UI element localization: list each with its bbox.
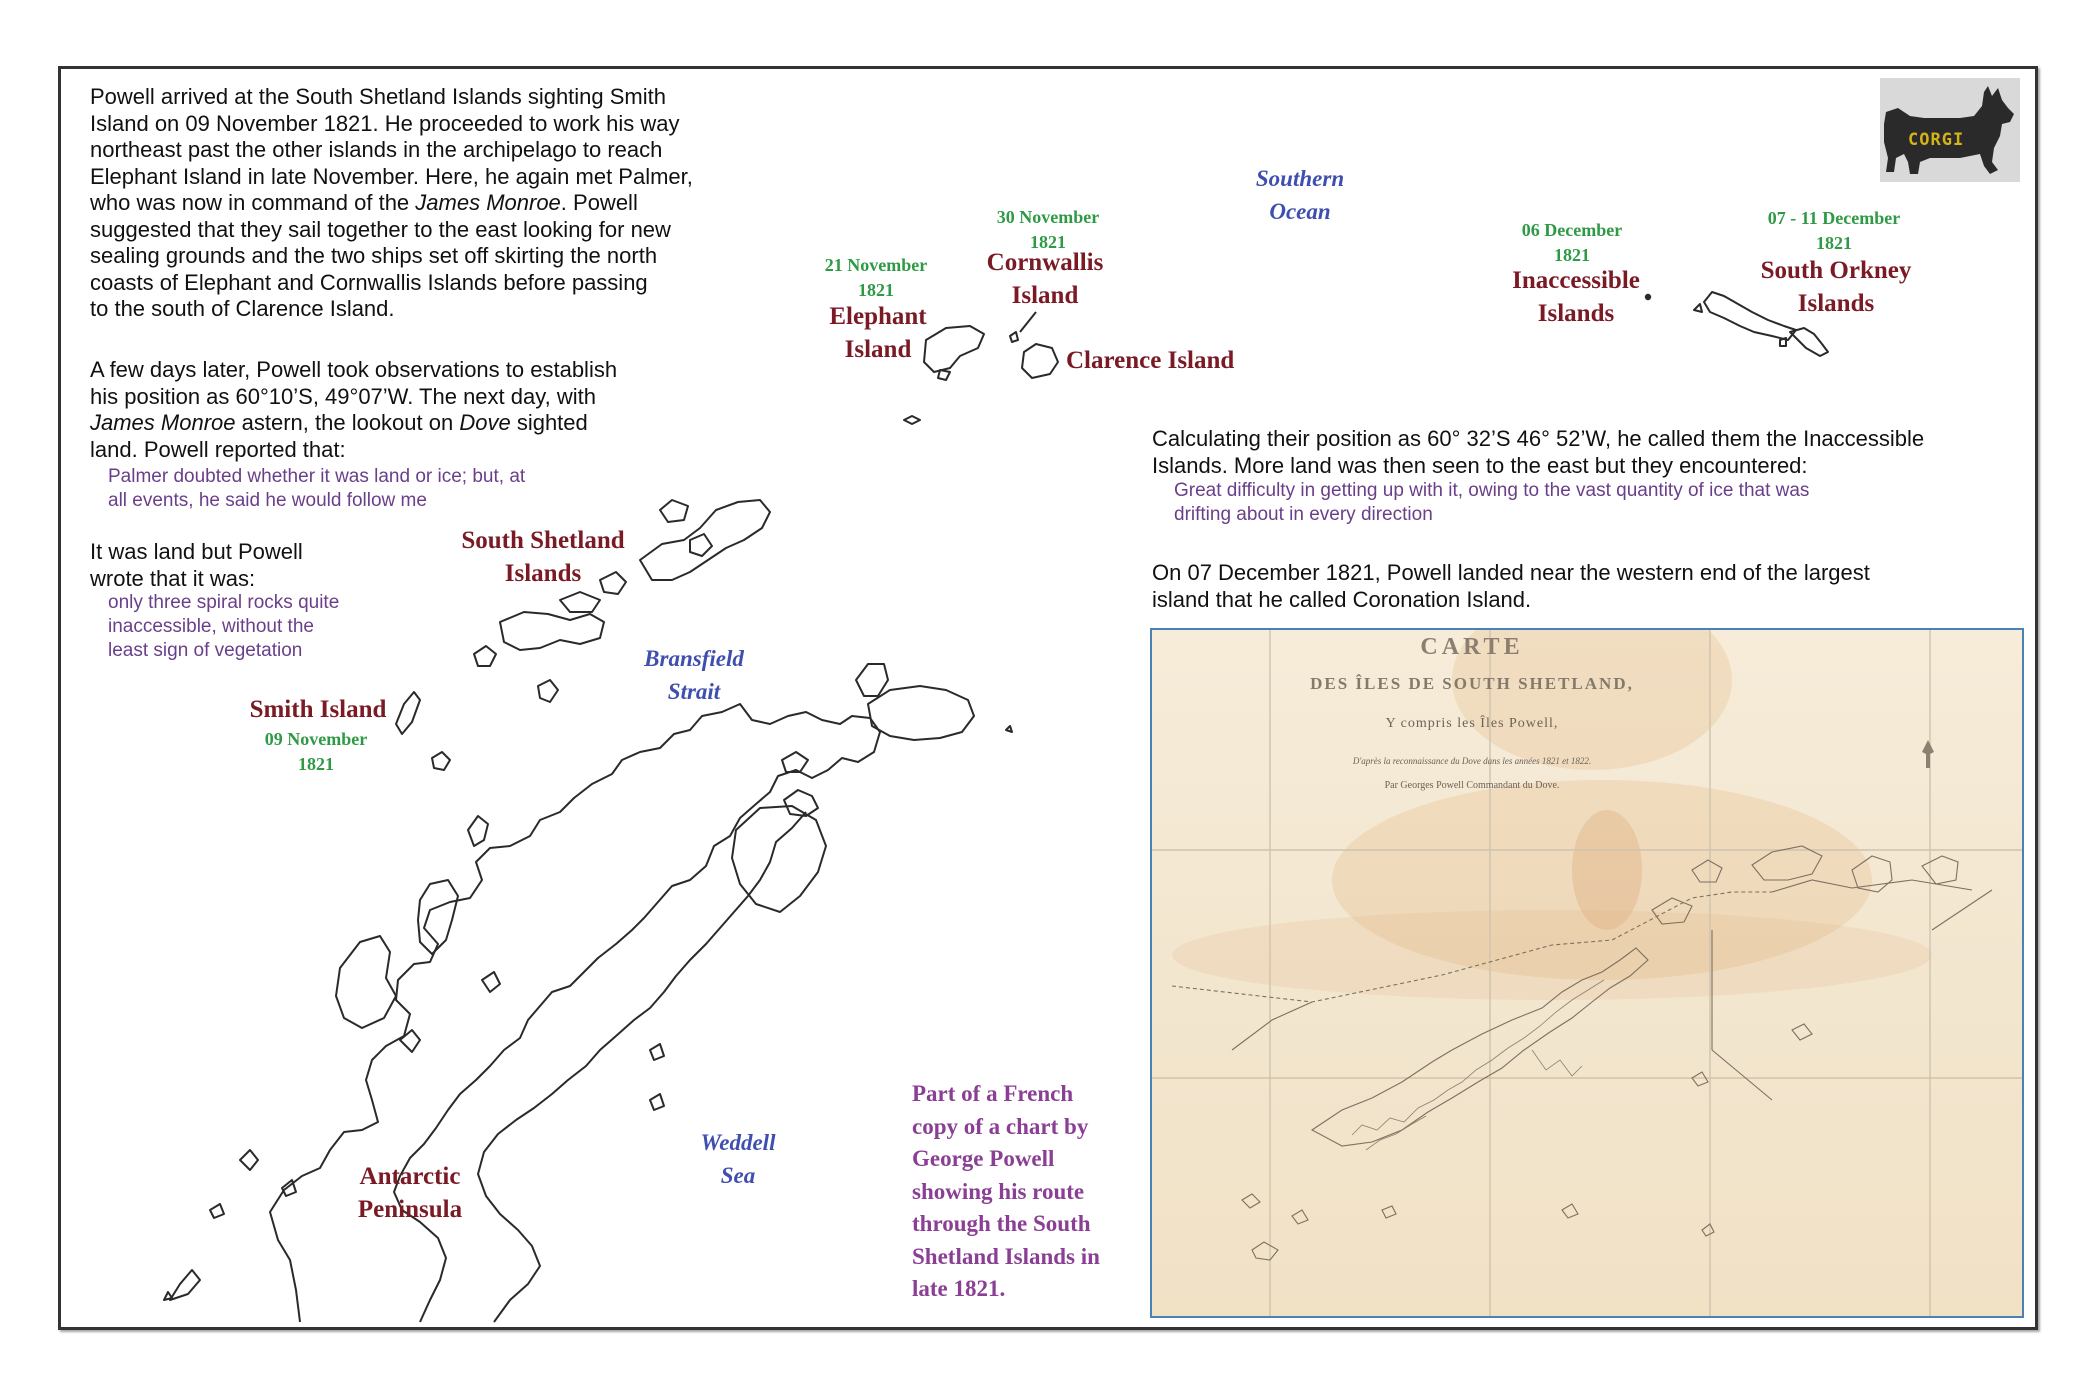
south-orkney-label: South Orkney Islands — [1760, 257, 1912, 317]
quote-ice: Great difficulty in getting up with it, owing to the vast quantity of ice that was drifting about in every direction — [1174, 480, 1810, 525]
narrative-paragraph-1: Powell arrived at the South Shetland Islands sighting Smith Island on 09 November 1821. He proceeded to work his way northeast past the other islands in the archipelago to reach Elephant Island in late November. Here, he again met Palmer, who was now in command of the James Monroe. Powell suggested that they sail together to the east looking for new sealing grounds and the two ships set off skirting the north coasts of Elephant and Cornwallis Islands before passing to the south of Clarence Island. — [90, 84, 693, 321]
french-chart-line-4: D'après la reconnaissance du Dove dans les années 1821 et 1822. — [1352, 756, 1592, 766]
james-ross-island-outline — [732, 806, 826, 912]
narrative-paragraph-4: Calculating their position as 60° 32’S 46° 52’W, he called them the Inaccessible Islands. More land was then seen to the east but they encountered: — [1152, 426, 1925, 478]
peninsula-inner-coast — [478, 812, 806, 1322]
elephant-island-label: Elephant Island — [829, 303, 927, 363]
cornwallis-island-outline — [1010, 332, 1018, 342]
clarence-island-label: Clarence Island — [1066, 347, 1235, 374]
corgi-logo — [1880, 78, 2020, 182]
smith-island-date: 09 November 1821 — [264, 729, 368, 774]
southern-ocean-label: Southern Ocean — [1255, 166, 1345, 224]
cornwallis-island-date: 30 November 1821 — [996, 207, 1100, 252]
smith-island-label: Smith Island — [249, 696, 387, 723]
french-chart-line-5: Par Georges Powell Commandant du Dove. — [1384, 780, 1560, 791]
inaccessible-islands-label: Inaccessible Islands — [1512, 267, 1640, 327]
elephant-island-date: 21 November 1821 — [824, 255, 928, 300]
inaccessible-islands-date: 06 December 1821 — [1521, 220, 1623, 265]
south-orkney-date: 07 - 11 December 1821 — [1767, 208, 1901, 253]
quote-spiral-rocks: only three spiral rocks quite inaccessible, without the least sign of vegetation — [108, 592, 340, 661]
quote-palmer: Palmer doubted whether it was land or ice; but, at all events, he said he would follow me — [108, 466, 526, 511]
french-chart-subtitle: DES ÎLES DE SOUTH SHETLAND, — [1310, 674, 1634, 693]
anvers-island-outline — [336, 936, 396, 1028]
smith-island-outline — [396, 692, 420, 734]
cornwallis-island-label: Cornwallis Island — [986, 249, 1104, 309]
french-chart-title: CARTE — [1420, 634, 1524, 660]
french-chart-image — [1150, 628, 2024, 1318]
corgi-logo-text: CORGI — [1908, 130, 1965, 150]
clarence-island-outline — [1022, 344, 1058, 378]
narrative-paragraph-2: A few days later, Powell took observations to establish his position as 60°10’S, 49°07’W. The next day, with James Monroe astern, the lookout on Dove sighted land. Powell reported that: — [90, 357, 618, 462]
bransfield-strait-label: Bransfield Strait — [644, 646, 744, 704]
livingston-island-outline — [500, 612, 604, 650]
chart-caption: Part of a French copy of a chart by George Powell showing his route through the South Shetland Islands in late 1821. — [912, 1081, 1100, 1301]
french-chart-line-3: Y compris les Îles Powell, — [1385, 716, 1559, 731]
weddell-sea-label: Weddell Sea — [700, 1130, 776, 1188]
south-shetland-label: South Shetland Islands — [461, 527, 625, 587]
narrative-paragraph-5: On 07 December 1821, Powell landed near the western end of the largest island that he called Coronation Island. — [1152, 560, 1870, 612]
narrative-paragraph-3: It was land but Powell wrote that it was: — [90, 539, 303, 591]
french-chart-lines — [1152, 630, 2022, 1316]
antarctic-peninsula-label: Antarctic Peninsula — [357, 1163, 463, 1223]
